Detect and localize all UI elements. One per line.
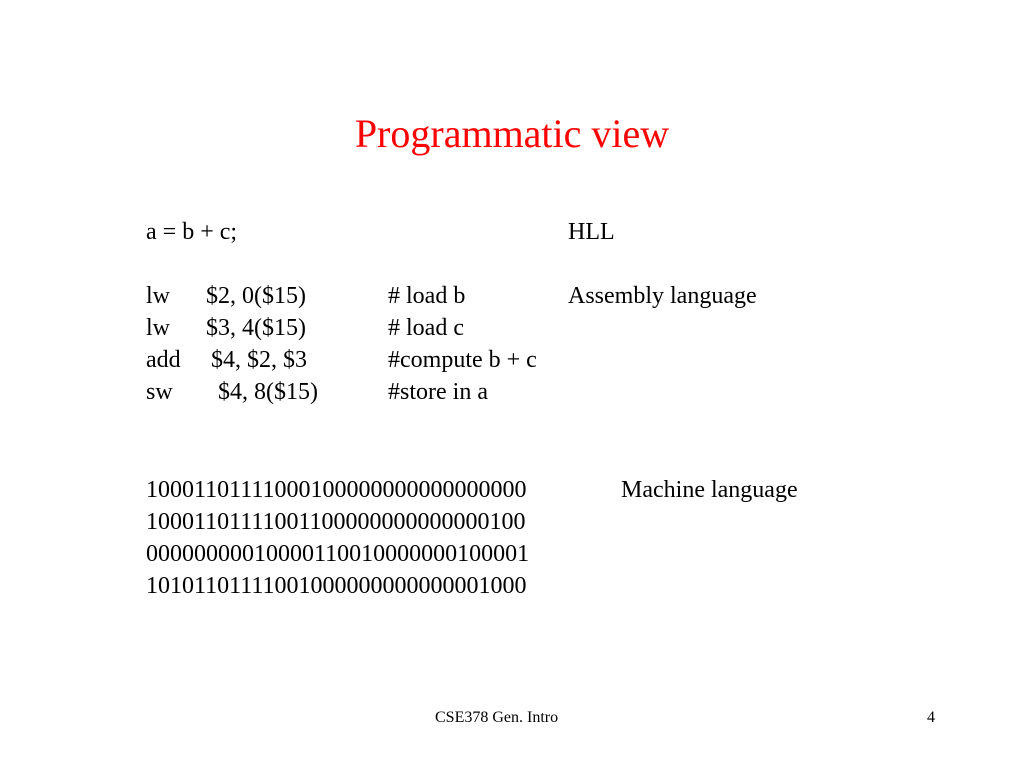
assembly-args: $4, 8($15) xyxy=(218,379,318,405)
page-number: 4 xyxy=(927,709,935,726)
assembly-args: $3, 4($15) xyxy=(206,315,306,341)
machine-code-line: 00000000010000110010000000100001 xyxy=(146,541,530,567)
footer-course: CSE378 Gen. Intro xyxy=(435,709,559,726)
machine-code-line: 10001101111001100000000000000100 xyxy=(146,509,526,535)
assembly-comment: # load b xyxy=(388,283,466,309)
assembly-comment: # load c xyxy=(388,315,464,341)
assembly-label: Assembly language xyxy=(568,283,757,309)
assembly-comment: #compute b + c xyxy=(388,347,537,373)
machine-code-line: 10001101111000100000000000000000 xyxy=(146,477,527,503)
hll-code: a = b + c; xyxy=(146,219,238,245)
machine-label: Machine language xyxy=(621,477,798,503)
assembly-op: lw xyxy=(146,315,170,341)
assembly-args: $4, $2, $3 xyxy=(211,347,307,373)
assembly-op: add xyxy=(146,347,181,373)
assembly-op: lw xyxy=(146,283,170,309)
assembly-args: $2, 0($15) xyxy=(206,283,306,309)
hll-label: HLL xyxy=(568,219,615,245)
slide-title: Programmatic view xyxy=(354,111,670,156)
assembly-comment: #store in a xyxy=(388,379,488,405)
machine-code-line: 10101101111001000000000000001000 xyxy=(146,573,527,599)
assembly-op: sw xyxy=(146,379,173,405)
